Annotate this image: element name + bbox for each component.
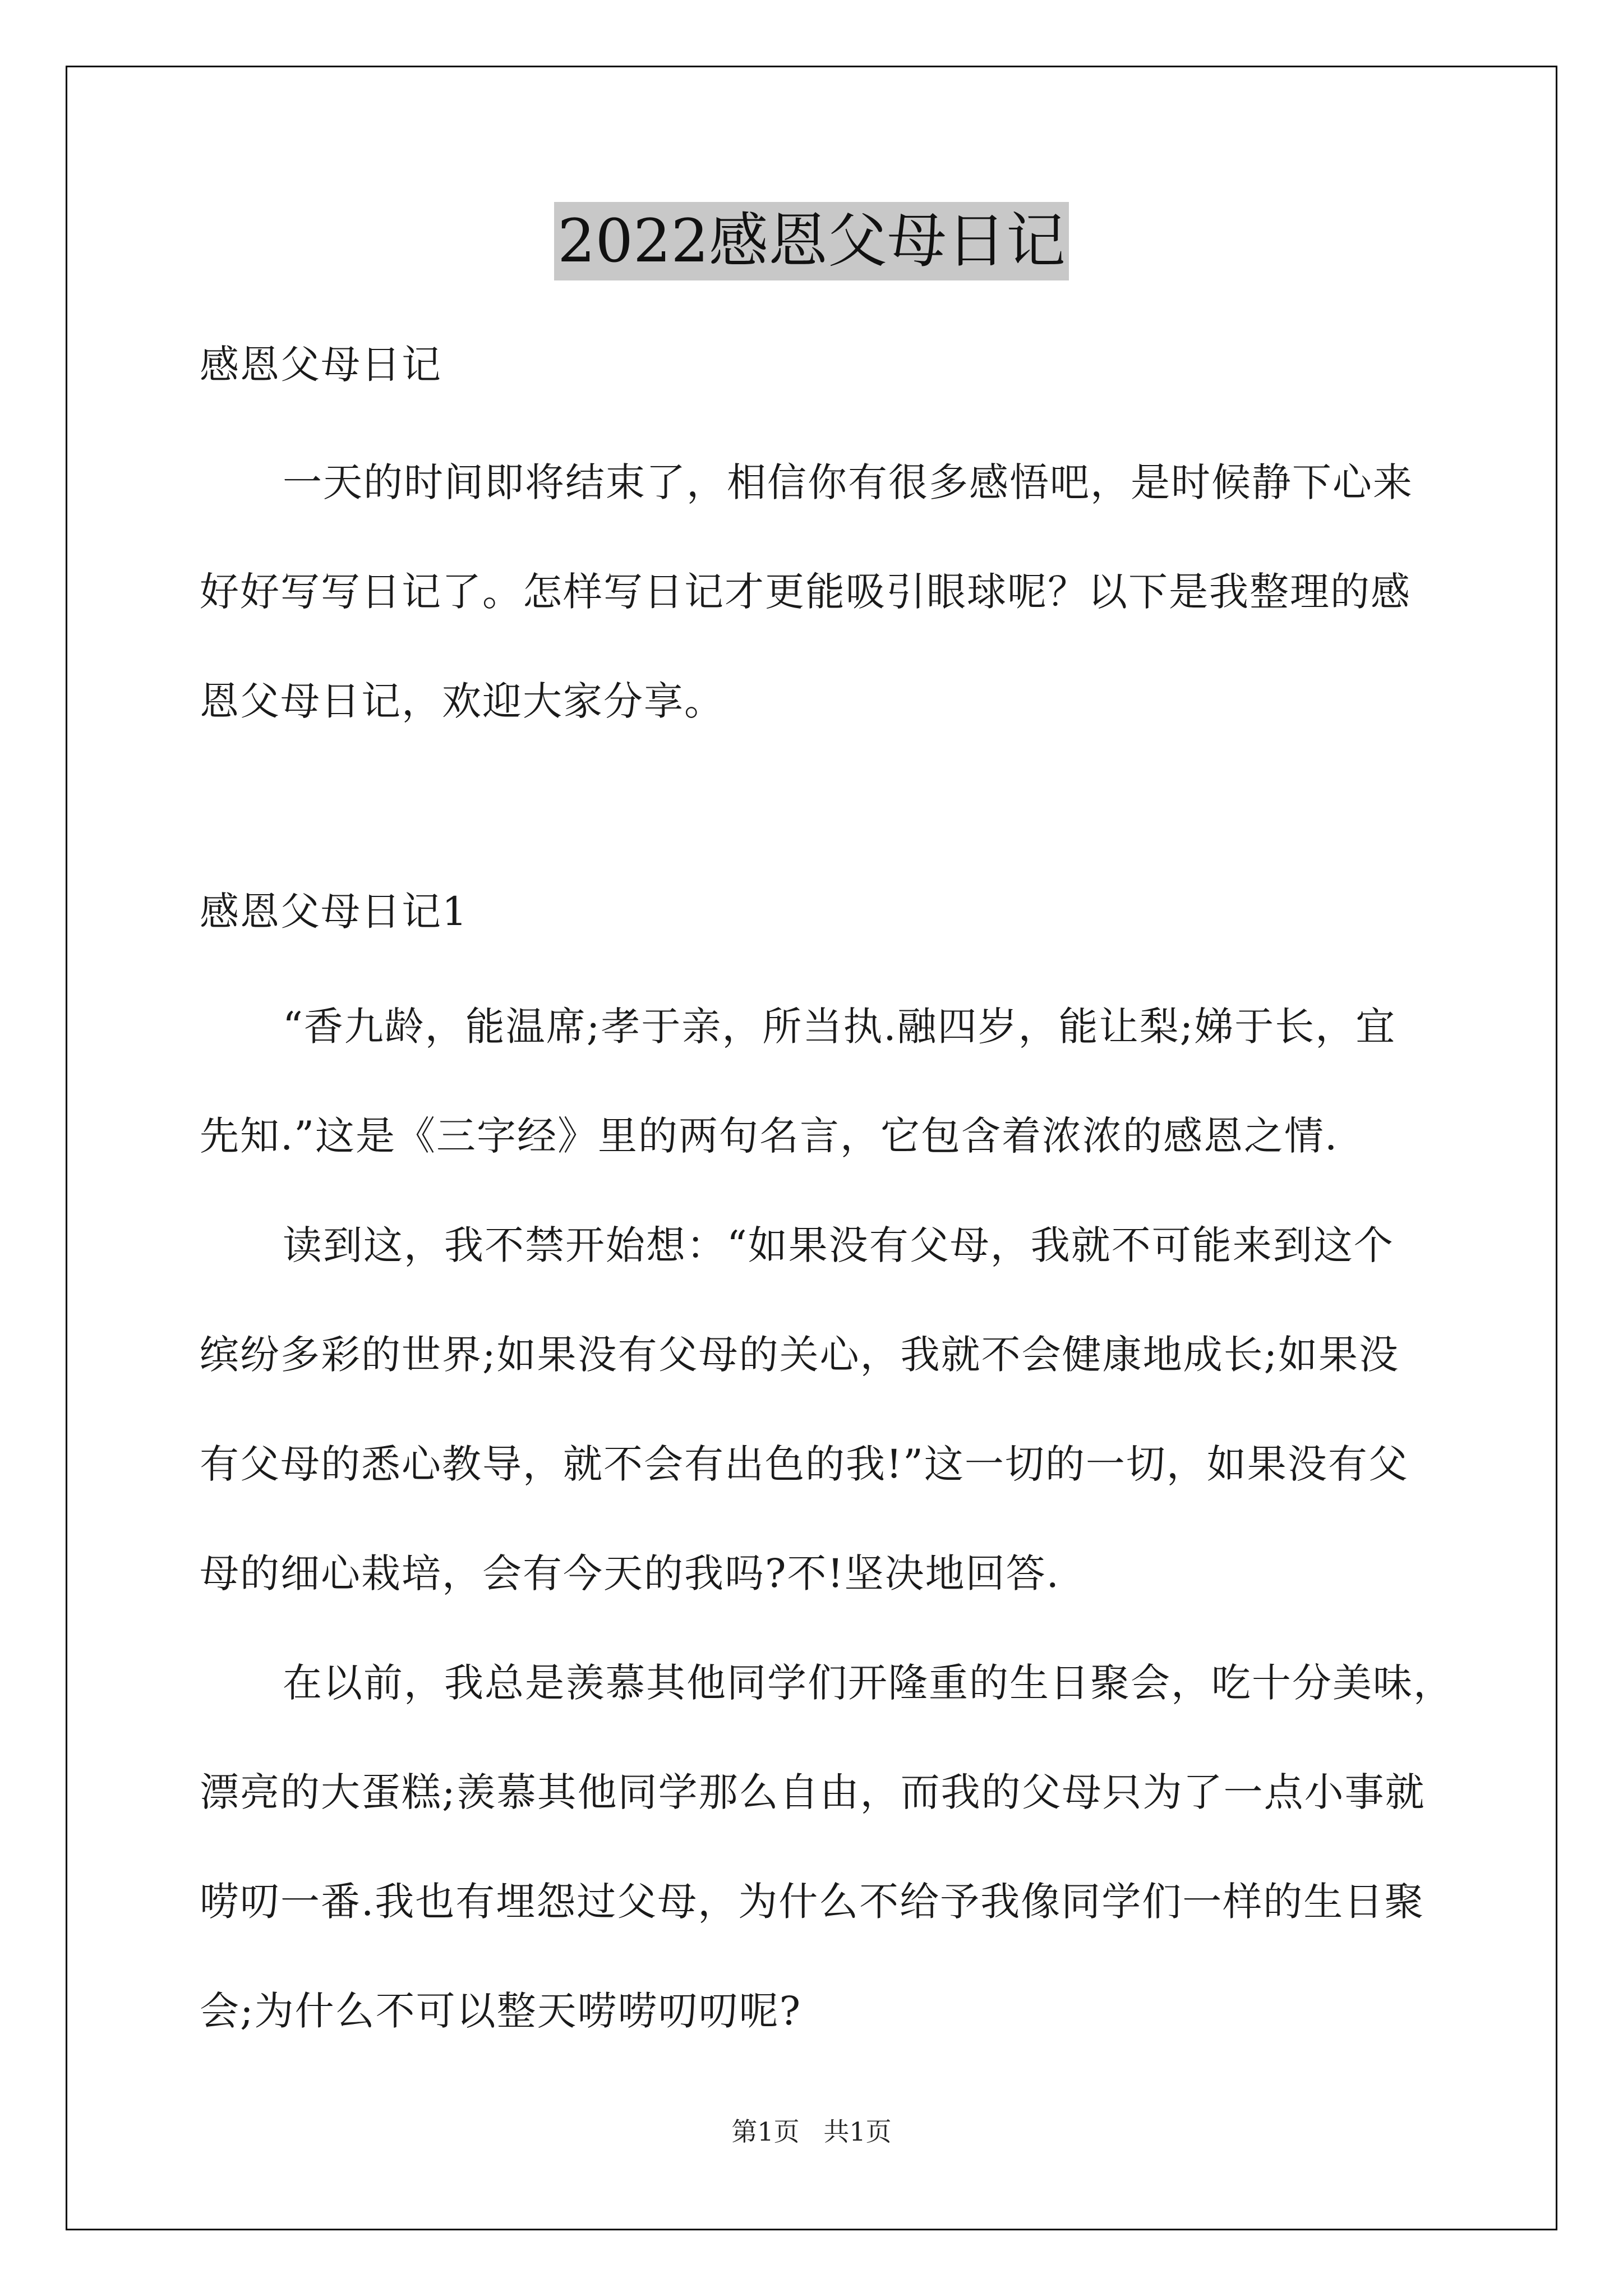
paragraph-line: 在以前，我总是羡慕其他同学们开隆重的生日聚会，吃十分美味， <box>283 1660 1454 1706</box>
paragraph-line: 缤纷多彩的世界;如果没有父母的关心，我就不会健康地成长;如果没 <box>200 1332 1400 1378</box>
intro-line: 好好写写日记了。怎样写日记才更能吸引眼球呢？以下是我整理的感 <box>200 569 1411 615</box>
paragraph-line: 母的细心栽培，会有今天的我吗?不!坚决地回答. <box>200 1550 1060 1596</box>
intro-heading: 感恩父母日记 <box>200 342 442 388</box>
paragraph-line: 有父母的悉心教导，就不会有出色的我!”这一切的一切，如果没有父 <box>200 1441 1409 1487</box>
document-title: 2022感恩父母日记 <box>554 202 1069 280</box>
paragraph-line: “香九龄，能温席;孝于亲，所当执.融四岁，能让梨;娣于长，宜 <box>283 1004 1396 1050</box>
paragraph-line: 唠叨一番.我也有埋怨过父母，为什么不给予我像同学们一样的生日聚 <box>200 1879 1425 1925</box>
section-heading: 感恩父母日记1 <box>200 889 468 935</box>
page-number-current: 第1页 <box>731 2116 800 2147</box>
intro-line: 恩父母日记，欢迎大家分享。 <box>200 678 725 724</box>
title-container <box>0 202 1623 280</box>
paragraph-line: 漂亮的大蛋糕;羡慕其他同学那么自由，而我的父母只为了一点小事就 <box>200 1769 1426 1815</box>
paragraph-line: 读到这，我不禁开始想：“如果没有父母，我就不可能来到这个 <box>283 1222 1394 1268</box>
page-footer <box>0 2115 1623 2148</box>
paragraph-line: 先知.”这是《三字经》里的两句名言，它包含着浓浓的感恩之情. <box>200 1113 1339 1159</box>
intro-line: 一天的时间即将结束了，相信你有很多感悟吧，是时候静下心来 <box>283 459 1413 505</box>
page-number-total: 共1页 <box>823 2116 892 2147</box>
paragraph-line: 会;为什么不可以整天唠唠叨叨呢? <box>200 1988 802 2034</box>
